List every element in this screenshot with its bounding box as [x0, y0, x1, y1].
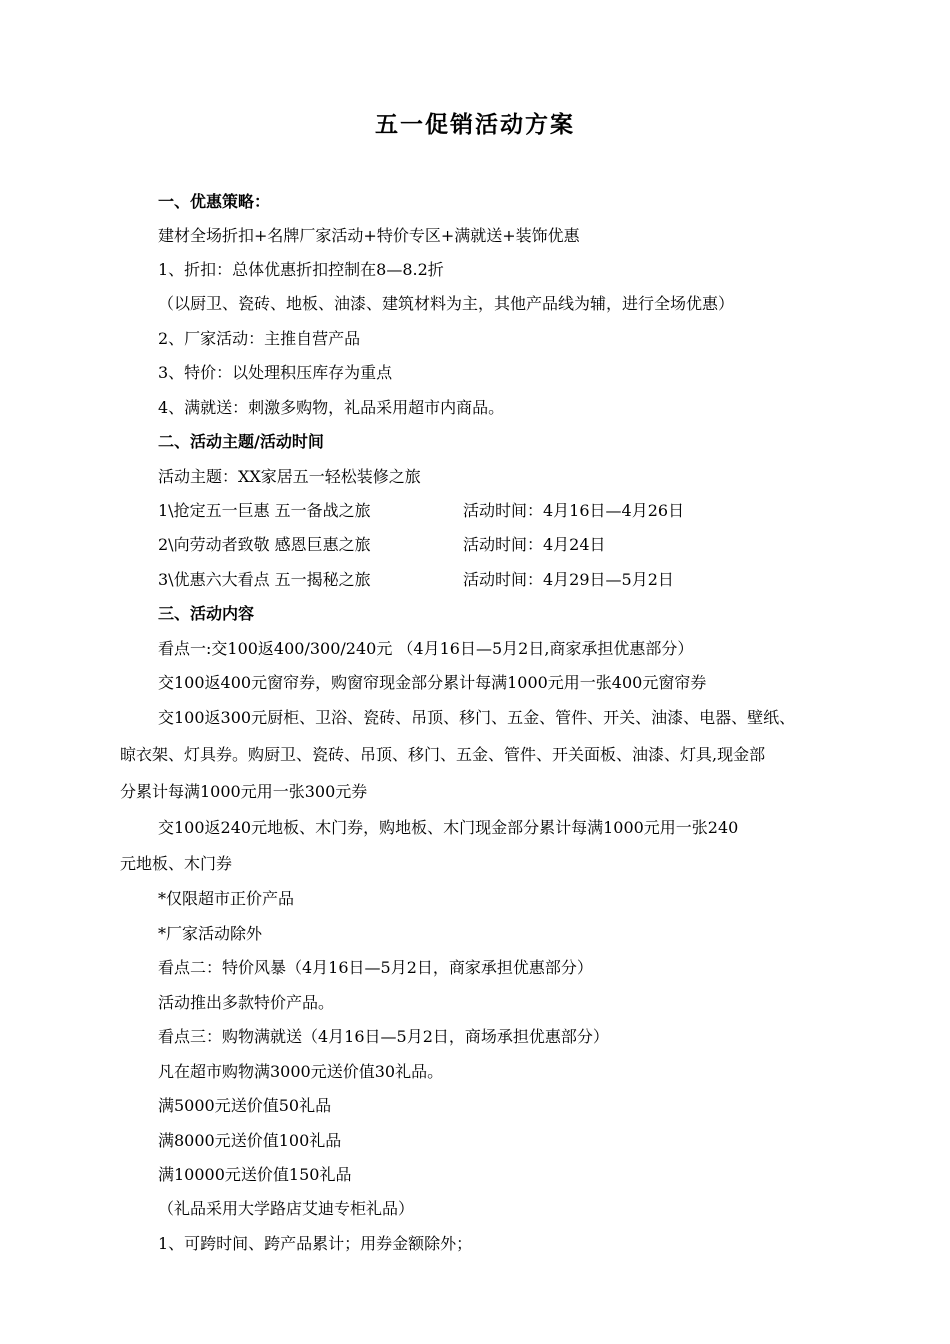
text-line: 活动主题：XX家居五一轻松装修之旅	[158, 467, 421, 486]
text-line: 建材全场折扣+名牌厂家活动+特价专区+满就送+装饰优惠	[158, 226, 580, 245]
text-line: （礼品采用大学路店艾迪专柜礼品）	[158, 1199, 415, 1218]
text-line: 看点三：购物满就送（4月16日—5月2日，商场承担优惠部分）	[158, 1027, 609, 1046]
schedule-name: 3\优惠六大看点 五一揭秘之旅	[158, 570, 371, 589]
text-line: 凡在超市购物满3000元送价值30礼品。	[158, 1062, 444, 1081]
text-line: *仅限超市正价产品	[158, 889, 295, 908]
text-line: （以厨卫、瓷砖、地板、油漆、建筑材料为主，其他产品线为辅，进行全场优惠）	[158, 294, 735, 313]
schedule-row	[158, 533, 838, 557]
text-line: 1、可跨时间、跨产品累计；用券金额除外；	[158, 1234, 473, 1253]
text-line: 交100返240元地板、木门券，购地板、木门现金部分累计每满1000元用一张240	[158, 818, 739, 837]
section-heading-3: 三、活动内容	[158, 604, 255, 623]
schedule-name: 2\向劳动者致敬 感恩巨惠之旅	[158, 535, 371, 554]
text-line: 元地板、木门券	[120, 854, 233, 873]
section-heading-2: 二、活动主题/活动时间	[158, 432, 324, 451]
text-line: 晾衣架、灯具券。购厨卫、瓷砖、吊顶、移门、五金、管件、开关面板、油漆、灯具,现金部	[120, 745, 766, 764]
text-line: 满8000元送价值100礼品	[158, 1131, 342, 1150]
text-line: 交100返400元窗帘券，购窗帘现金部分累计每满1000元用一张400元窗帘券	[158, 673, 707, 692]
page-title: 五一促销活动方案	[375, 112, 575, 138]
text-line: 看点二：特价风暴（4月16日—5月2日，商家承担优惠部分）	[158, 958, 593, 977]
text-line: 满10000元送价值150礼品	[158, 1165, 352, 1184]
text-line: 4、满就送：刺激多购物，礼品采用超市内商品。	[158, 398, 505, 417]
text-line: 看点一:交100返400/300/240元 （4月16日—5月2日,商家承担优惠部分）	[158, 639, 694, 658]
schedule-time: 活动时间：4月29日—5月2日	[463, 570, 674, 589]
text-line: *厂家活动除外	[158, 924, 263, 943]
schedule-row	[158, 499, 838, 523]
text-line: 交100返300元厨柜、卫浴、瓷砖、吊顶、移门、五金、管件、开关、油漆、电器、壁纸、	[158, 708, 796, 727]
schedule-time: 活动时间：4月16日—4月26日	[463, 501, 685, 520]
schedule-row	[158, 568, 838, 592]
section-heading-1: 一、优惠策略：	[158, 192, 271, 211]
text-line: 分累计每满1000元用一张300元券	[120, 782, 368, 801]
text-line: 2、厂家活动：主推自营产品	[158, 329, 361, 348]
text-line: 活动推出多款特价产品。	[158, 993, 335, 1012]
text-line: 满5000元送价值50礼品	[158, 1096, 332, 1115]
text-line: 1、折扣：总体优惠折扣控制在8—8.2折	[158, 260, 444, 279]
text-line: 3、特价：以处理积压库存为重点	[158, 363, 393, 382]
schedule-name: 1\抢定五一巨惠 五一备战之旅	[158, 501, 371, 520]
schedule-time: 活动时间：4月24日	[463, 535, 606, 554]
